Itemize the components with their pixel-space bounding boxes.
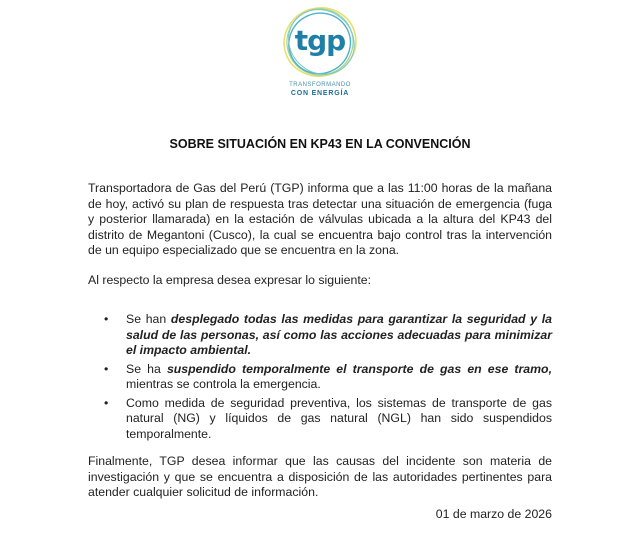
document-title: SOBRE SITUACIÓN EN KP43 EN LA CONVENCIÓN	[169, 137, 471, 151]
tgp-logo	[270, 2, 370, 100]
closing-paragraph: Finalmente, TGP desea informar que las causas del incidente son materia de investigación y que se encuentra a disposición de las autoridades pertinentes para atender cualquier solicitud de información.	[88, 454, 552, 499]
statement-lead: Al respecto la empresa desea expresar lo siguiente:	[88, 273, 371, 287]
bullet-item: • Se ha suspendido temporalmente el transporte de gas en ese tramo, mientras se controla la emergencia.	[104, 361, 552, 391]
emphasis-text: suspendido temporalmente el transporte de gas en ese tramo,	[166, 361, 552, 376]
logo-wordmark: tgp	[294, 24, 346, 57]
logo-tagline-2: CON ENERGÍA	[290, 90, 350, 97]
intro-paragraph: Transportadora de Gas del Perú (TGP) informa que a las 11:00 horas de la mañana de hoy, activó su plan de respuesta tras detectar una situación de emergencia (fuga y posterior llamarada) en la estación de válvulas ubicada a la altura del KP43 del distrito de Megantoni (Cusco), la cual se encuentra bajo control tras la intervención de un equipo especializado que se encuentra en la zona.	[88, 181, 552, 257]
bullet-item: • Como medida de seguridad preventiva, los sistemas de transporte de gas natural (NG) y líquidos de gas natural (NGL) han sido suspendidos temporalmente.	[104, 395, 552, 441]
bullet-icon: •	[104, 395, 109, 410]
bullet-icon: •	[104, 361, 109, 376]
bullet-item: • Se han desplegado todas las medidas para garantizar la seguridad y la salud de las personas, así como las acciones adecuadas para minimizar el impacto ambiental.	[104, 312, 552, 357]
bullet-icon: •	[104, 312, 109, 326]
document-date: 01 de marzo de 2026	[435, 507, 552, 521]
logo-tagline-1: TRANSFORMANDO	[289, 82, 351, 88]
statement-bullets	[88, 312, 552, 445]
emphasis-text: desplegado todas las medidas para garantizar la seguridad y la salud de las personas, así como las acciones adecuadas para minimizar el impacto ambiental.	[126, 312, 552, 357]
